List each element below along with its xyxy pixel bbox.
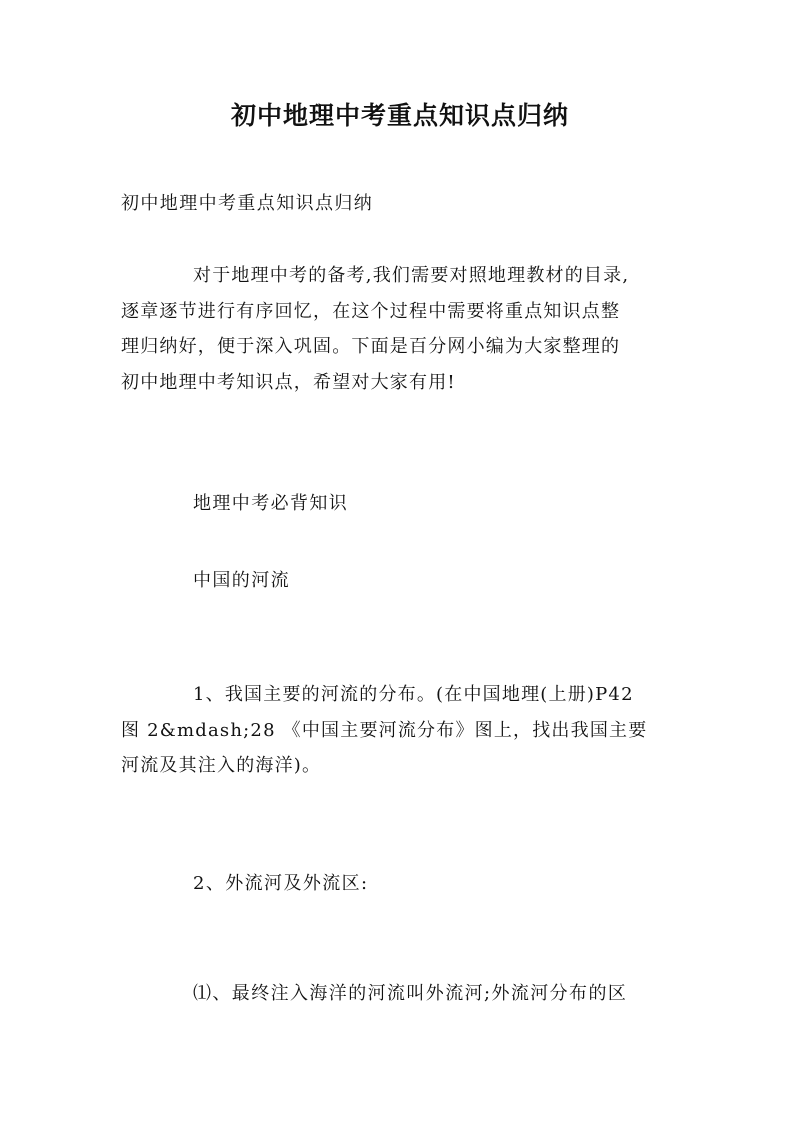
intro-line: 对于地理中考的备考,我们需要对照地理教材的目录, (193, 265, 630, 286)
point-2-1-line: ⑴、最终注入海洋的河流叫外流河;外流河分布的区 (193, 983, 628, 1004)
intro-paragraph (121, 258, 691, 400)
point-2-heading: 2、外流河及外流区: (193, 873, 369, 894)
point-1-line: 图 2&mdash;28 《中国主要河流分布》图上，找出我国主要 (121, 719, 648, 741)
point-1-paragraph (121, 677, 691, 784)
intro-line: 初中地理中考知识点，希望对大家有用! (121, 371, 456, 393)
intro-line: 理归纳好，便于深入巩固。下面是百分网小编为大家整理的 (121, 336, 621, 358)
intro-line: 逐章逐节进行有序回忆，在这个过程中需要将重点知识点整 (121, 300, 621, 322)
section-heading: 地理中考必背知识 (193, 493, 349, 514)
subsection-heading: 中国的河流 (193, 570, 290, 591)
point-1-line: 1、我国主要的河流的分布。(在中国地理(上册)P42 (193, 684, 634, 705)
point-1-line: 河流及其注入的海洋)。 (121, 755, 322, 777)
document-title: 初中地理中考重点知识点归纳 (230, 101, 569, 130)
document-subtitle: 初中地理中考重点知识点归纳 (121, 193, 374, 214)
